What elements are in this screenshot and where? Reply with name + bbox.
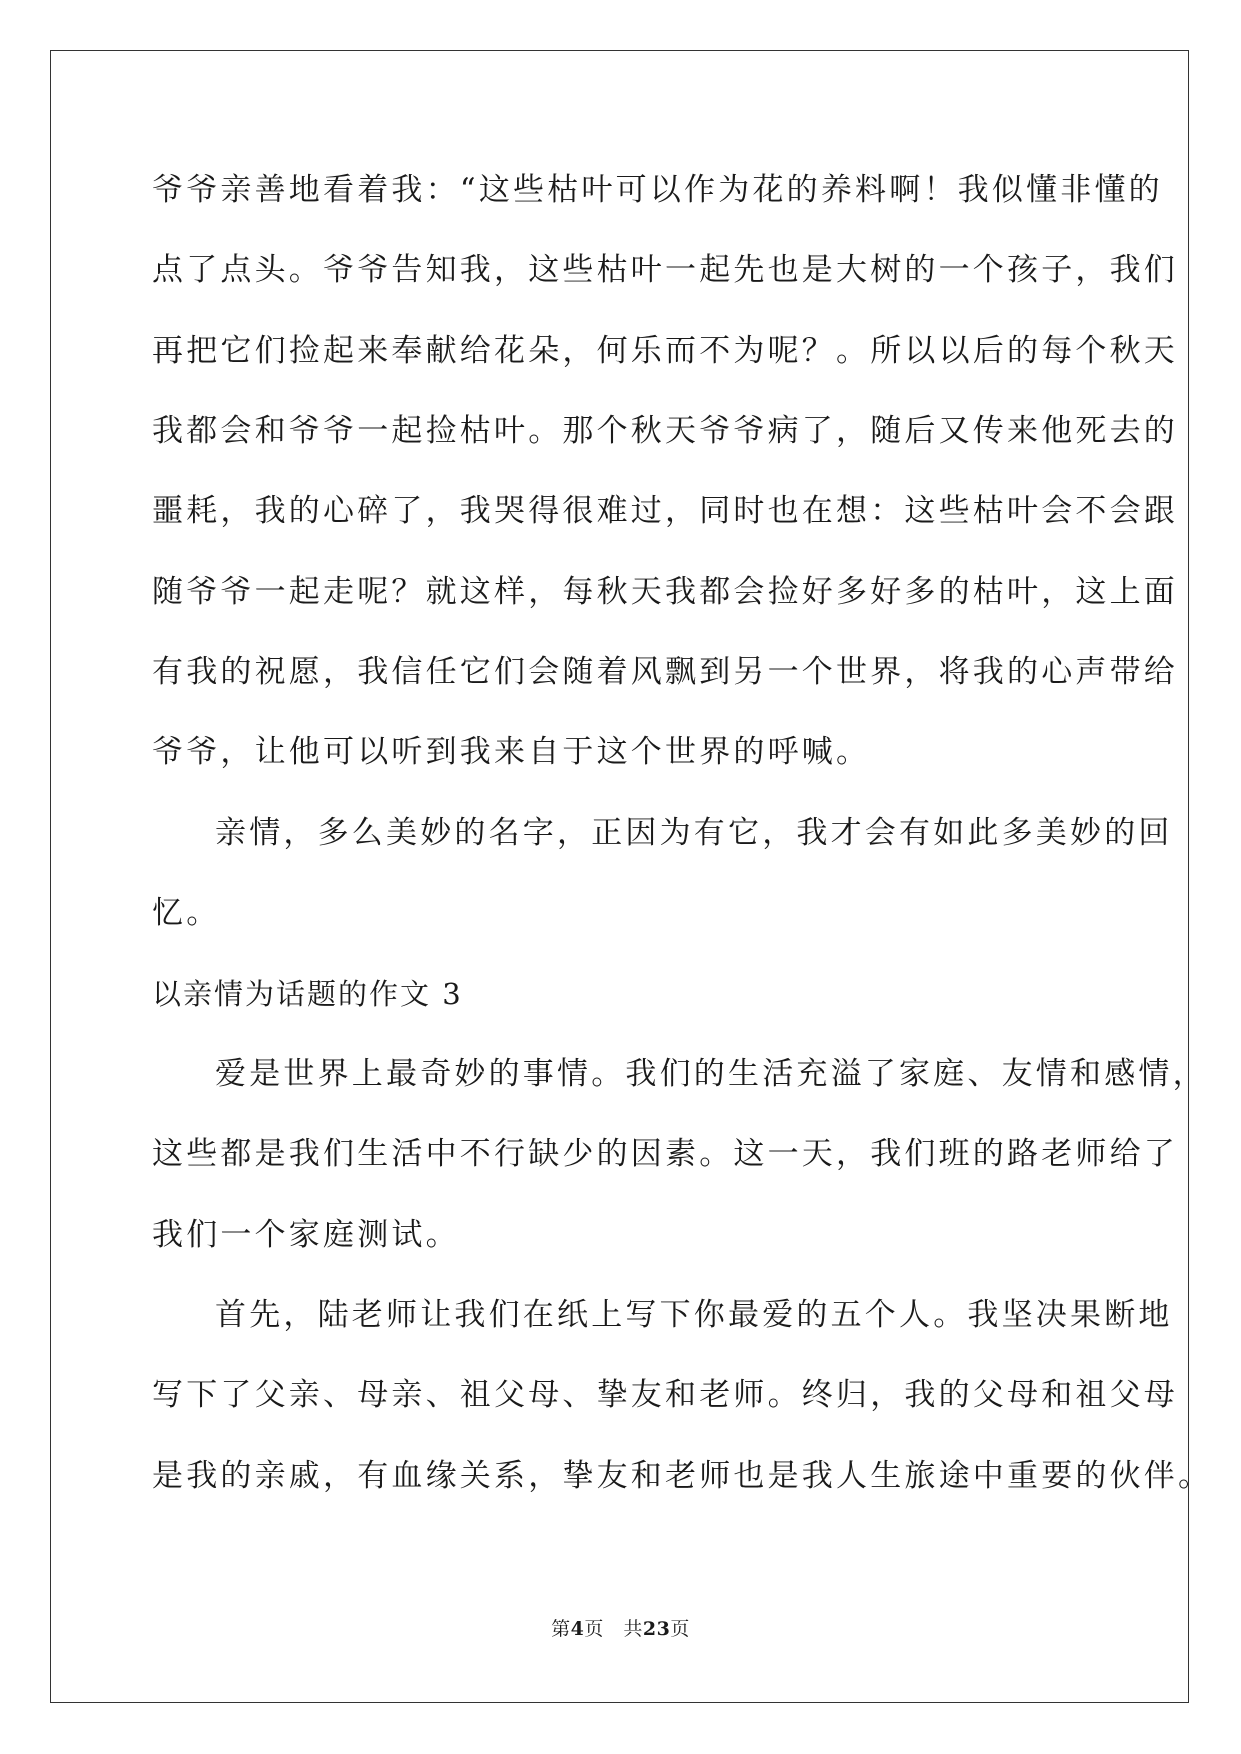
text-line: 有我的祝愿，我信任它们会随着风飘到另一个世界，将我的心声带给: [152, 654, 1178, 690]
text-line: 再把它们捡起来奉献给花朵，何乐而不为呢？。所以以后的每个秋天: [152, 333, 1178, 369]
current-page-number: 4: [570, 1618, 585, 1640]
text-line: 我们一个家庭测试。: [152, 1217, 460, 1253]
text-line: 爷爷亲善地看着我：“这些枯叶可以作为花的养料啊！我似懂非懂的: [152, 172, 1163, 208]
total-page-count: 23: [642, 1618, 671, 1640]
section-heading: 以亲情为话题的作文 3: [152, 977, 463, 1011]
page-footer: [0, 1617, 1241, 1641]
text-line: 这些都是我们生活中不行缺少的因素。这一天，我们班的路老师给了: [152, 1136, 1178, 1172]
text-line: 是我的亲戚，有血缘关系，挚友和老师也是我人生旅途中重要的伙伴。: [152, 1458, 1213, 1494]
text-line: 爱是世界上最奇妙的事情。我们的生活充溢了家庭、友情和感情，: [215, 1056, 1207, 1092]
text-line: 噩耗，我的心碎了，我哭得很难过，同时也在想：这些枯叶会不会跟: [152, 493, 1178, 529]
text-line: 点了点头。爷爷告知我，这些枯叶一起先也是大树的一个孩子，我们: [152, 252, 1178, 288]
text-line: 亲情，多么美妙的名字，正因为有它，我才会有如此多美妙的回: [215, 815, 1173, 851]
text-line: 爷爷，让他可以听到我来自于这个世界的呼喊。: [152, 734, 871, 770]
text-line: 首先，陆老师让我们在纸上写下你最爱的五个人。我坚决果断地: [215, 1297, 1173, 1333]
text-line: 随爷爷一起走呢？就这样，每秋天我都会捡好多好多的枯叶，这上面: [152, 574, 1178, 610]
footer-middle: 页 共: [584, 1618, 643, 1640]
footer-prefix: 第: [551, 1618, 571, 1640]
text-line: 写下了父亲、母亲、祖父母、挚友和老师。终归，我的父母和祖父母: [152, 1377, 1178, 1413]
text-line: 我都会和爷爷一起捡枯叶。那个秋天爷爷病了，随后又传来他死去的: [152, 413, 1178, 449]
footer-suffix: 页: [670, 1618, 690, 1640]
text-line: 忆。: [152, 895, 221, 931]
